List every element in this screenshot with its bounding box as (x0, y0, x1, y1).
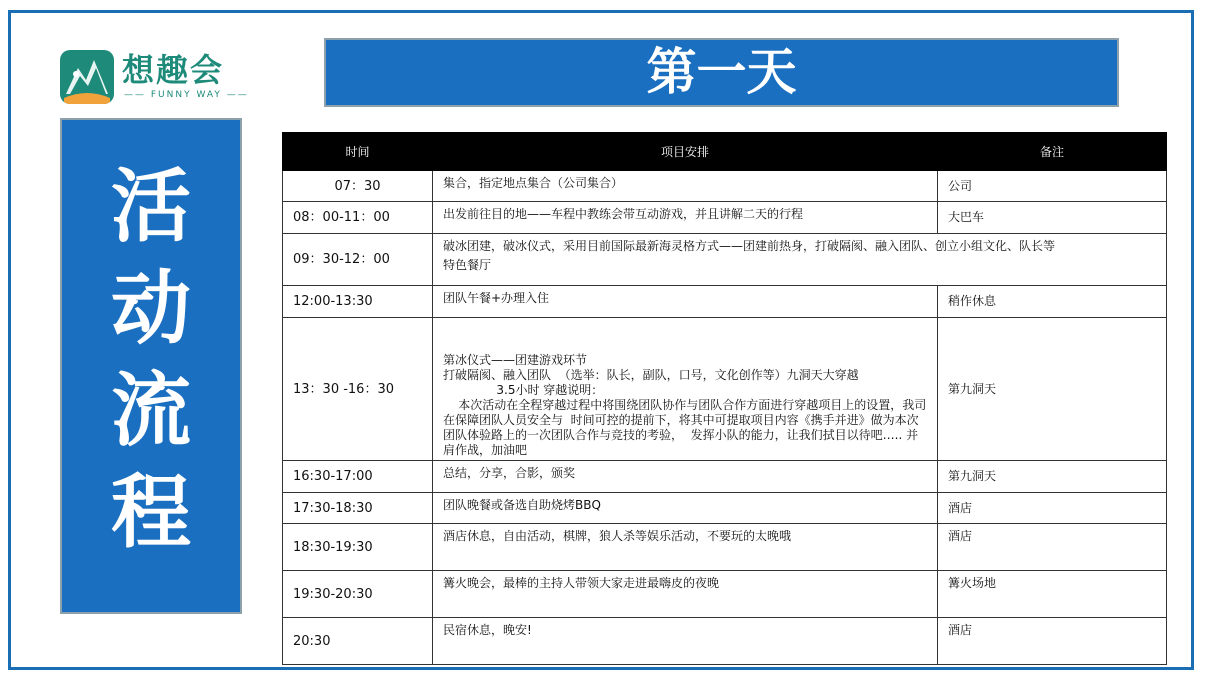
logo-subtitle: —— FUNNY WAY —— (124, 90, 249, 100)
day-title-banner (324, 38, 1119, 107)
row-activity: 篝火晚会，最棒的主持人带领大家走进最嗨皮的夜晚 (433, 571, 938, 618)
table-header-row (283, 133, 1167, 171)
row-activity: 出发前往目的地——车程中教练会带互动游戏，并且讲解二天的行程 (433, 202, 938, 234)
schedule-table (282, 132, 1167, 665)
table-row (283, 286, 1167, 318)
row-time: 19:30-20:30 (283, 571, 433, 618)
table-row (283, 571, 1167, 618)
sidebar-char: 流 (111, 364, 191, 457)
sidebar-char: 动 (111, 262, 191, 355)
row-activity: 破冰团建，破冰仪式，采用目前国际最新海灵格方式——团建前热身，打破隔阂、融入团队、创立小组文化、队长等 特色餐厅 (433, 234, 1167, 286)
table-row (283, 493, 1167, 524)
row-time: 16:30-17:00 (283, 461, 433, 493)
row-note: 第九洞天 (938, 461, 1167, 493)
row-time: 08：00-11：00 (283, 202, 433, 234)
row-note: 大巴车 (938, 202, 1167, 234)
table-row (283, 318, 1167, 461)
row-time: 20:30 (283, 618, 433, 665)
row-time: 13：30 -16：30 (283, 318, 433, 461)
row-time: 18:30-19:30 (283, 524, 433, 571)
row-activity: 总结，分享，合影，颁奖 (433, 461, 938, 493)
sidebar-title (62, 156, 240, 564)
row-time: 07：30 (283, 171, 433, 202)
row-activity: 第冰仪式——团建游戏环节 打破隔阂、融入团队 （选举：队长，副队，口号，文化创作等）九洞天大穿越 3.5小时 穿越说明： 本次活动在全程穿越过程中将围绕团队协作与团队合作方面进行穿越项目上的设置，我司在保障团队人员安全与 时间可控的提前下，将其中可提取项目内容《携手并进》做为本次团队体验路上的一次团队合作与竞技的考验， 发挥小队的能力，让我们拭目以待吧….. 并肩作战，加油吧 (433, 318, 938, 461)
table-row (283, 618, 1167, 665)
row-note: 公司 (938, 171, 1167, 202)
row-note: 酒店 (938, 493, 1167, 524)
sidebar-title-box (60, 118, 242, 614)
day-title: 第一天 (646, 43, 797, 101)
header-time: 时间 (283, 133, 433, 171)
table-row (283, 461, 1167, 493)
row-activity: 集合，指定地点集合（公司集合） (433, 171, 938, 202)
row-note: 稍作休息 (938, 286, 1167, 318)
row-note: 篝火场地 (938, 571, 1167, 618)
logo-name: 想趣会 (122, 51, 225, 89)
header-note: 备注 (938, 133, 1167, 171)
row-note: 酒店 (938, 618, 1167, 665)
mountain-logo-icon (60, 50, 114, 104)
row-activity: 团队午餐+办理入住 (433, 286, 938, 318)
logo (60, 48, 249, 110)
row-activity: 酒店休息，自由活动，棋牌，狼人杀等娱乐活动，不要玩的太晚哦 (433, 524, 938, 571)
table-row (283, 202, 1167, 234)
row-note: 第九洞天 (938, 318, 1167, 461)
row-activity: 团队晚餐或备选自助烧烤BBQ (433, 493, 938, 524)
table-row (283, 171, 1167, 202)
row-time: 17:30-18:30 (283, 493, 433, 524)
sidebar-char: 活 (111, 160, 191, 253)
header-activity: 项目安排 (433, 133, 938, 171)
table-row (283, 524, 1167, 571)
row-activity: 民宿休息，晚安! (433, 618, 938, 665)
row-time: 12:00-13:30 (283, 286, 433, 318)
row-time: 09：30-12：00 (283, 234, 433, 286)
sidebar-char: 程 (111, 466, 191, 559)
table-row (283, 234, 1167, 286)
row-note: 酒店 (938, 524, 1167, 571)
